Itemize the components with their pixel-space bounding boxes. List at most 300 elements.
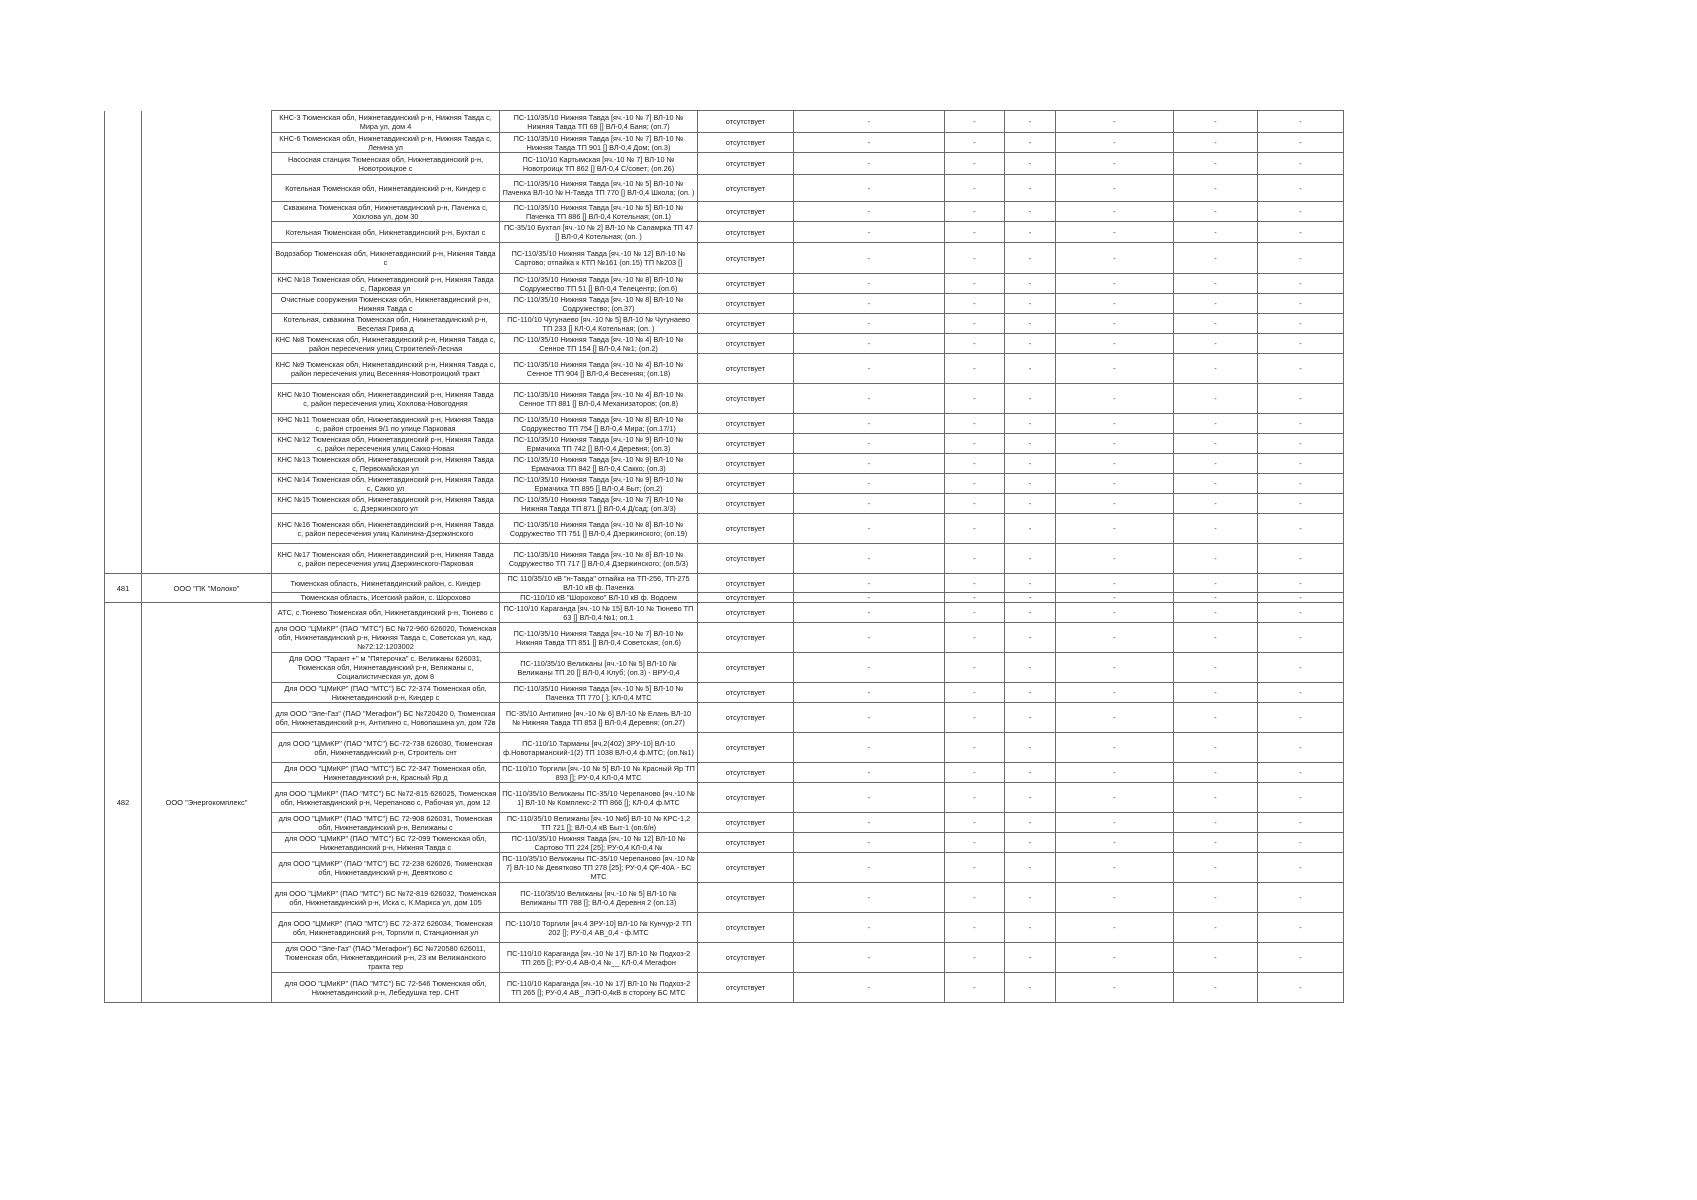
empty-value-cell: - bbox=[945, 603, 1005, 623]
empty-value-cell: - bbox=[1258, 274, 1344, 294]
table-row bbox=[105, 354, 1344, 384]
object-address: КНС №9 Тюменская обл, Нижнетавдинский р-н, Нижняя Тавда с, район пересечения улиц Весенняя-Новотроицкий тракт bbox=[272, 354, 500, 384]
empty-value-cell: - bbox=[945, 202, 1005, 222]
status-cell: отсутствует bbox=[698, 334, 794, 354]
empty-value-cell: - bbox=[1005, 783, 1056, 813]
empty-value-cell: - bbox=[1174, 243, 1258, 274]
table-row bbox=[105, 574, 1344, 593]
object-address: Насосная станция Тюменская обл, Нижнетавдинский р-н, Новотроицкое с bbox=[272, 153, 500, 175]
power-source: ПС-110/35/10 Нижняя Тавда [яч.-10 № 4] ВЛ-10 № Сенное ТП 154 [] ВЛ-0,4 №1; (оп.2) bbox=[500, 334, 698, 354]
empty-value-cell: - bbox=[1005, 943, 1056, 973]
empty-value-cell: - bbox=[794, 763, 945, 783]
empty-value-cell: - bbox=[1258, 733, 1344, 763]
table-row bbox=[105, 783, 1344, 813]
power-source: ПС-110/10 Караганда [яч.-10 № 15] ВЛ-10 № Тюнево ТП 63 [] ВЛ-0,4 №1; оп.1 bbox=[500, 603, 698, 623]
empty-value-cell: - bbox=[1258, 703, 1344, 733]
object-address: КНС №13 Тюменская обл, Нижнетавдинский р-н, Нижняя Тавда с, Первомайская ул bbox=[272, 454, 500, 474]
empty-value-cell: - bbox=[1005, 434, 1056, 454]
empty-value-cell: - bbox=[1056, 111, 1174, 133]
power-source: ПС-110/10 Картымская [яч.-10 № 7] ВЛ-10 № Новотроицк ТП 862 [] ВЛ-0,4 С/совет; (оп.26) bbox=[500, 153, 698, 175]
empty-value-cell: - bbox=[794, 733, 945, 763]
empty-value-cell: - bbox=[945, 474, 1005, 494]
empty-value-cell: - bbox=[1174, 354, 1258, 384]
empty-value-cell: - bbox=[1056, 703, 1174, 733]
empty-value-cell: - bbox=[1174, 111, 1258, 133]
status-cell: отсутствует bbox=[698, 853, 794, 883]
empty-value-cell: - bbox=[1005, 334, 1056, 354]
empty-value-cell: - bbox=[1174, 973, 1258, 1003]
empty-value-cell: - bbox=[1174, 434, 1258, 454]
power-source: ПС-110/35/10 Нижняя Тавда [яч.-10 № 7] ВЛ-10 № Нижняя Тавда ТП 851 [] ВЛ-0,4 Советская; (оп.6) bbox=[500, 623, 698, 653]
empty-value-cell: - bbox=[1005, 833, 1056, 853]
empty-value-cell: - bbox=[1056, 574, 1174, 593]
empty-value-cell: - bbox=[1258, 514, 1344, 544]
status-cell: отсутствует bbox=[698, 111, 794, 133]
empty-value-cell: - bbox=[945, 683, 1005, 703]
empty-value-cell: - bbox=[1005, 294, 1056, 314]
empty-value-cell: - bbox=[794, 883, 945, 913]
power-source: ПС-110/35/10 Нижняя Тавда [яч.-10 № 9] ВЛ-10 № Ермачиха ТП 742 [] ВЛ-0,4 Деревня; (оп.3) bbox=[500, 434, 698, 454]
empty-value-cell: - bbox=[1005, 494, 1056, 514]
object-address: КНС №16 Тюменская обл, Нижнетавдинский р-н, Нижняя Тавда с, район пересечения улиц Калинина-Дзержинского bbox=[272, 514, 500, 544]
empty-value-cell: - bbox=[1005, 454, 1056, 474]
empty-value-cell: - bbox=[794, 175, 945, 202]
empty-value-cell: - bbox=[1174, 813, 1258, 833]
empty-value-cell: - bbox=[1174, 883, 1258, 913]
empty-value-cell: - bbox=[945, 384, 1005, 414]
empty-value-cell: - bbox=[1005, 222, 1056, 243]
empty-value-cell: - bbox=[1005, 763, 1056, 783]
power-source: ПС-110/10 кВ "Шорохово" ВЛ-10 кВ ф. Водоем bbox=[500, 593, 698, 603]
object-address: Тюменская область, Нижнетавдинский район, с. Киндер bbox=[272, 574, 500, 593]
table-row bbox=[105, 833, 1344, 853]
empty-value-cell: - bbox=[1056, 783, 1174, 813]
empty-value-cell: - bbox=[945, 153, 1005, 175]
empty-value-cell: - bbox=[794, 544, 945, 574]
object-address: Для ООО "ЦМиКР" (ПАО "МТС") БС 72-374 Тюменская обл, Нижнетавдинский р-н, Киндер с bbox=[272, 683, 500, 703]
table-row bbox=[105, 813, 1344, 833]
empty-value-cell: - bbox=[794, 474, 945, 494]
empty-value-cell: - bbox=[945, 222, 1005, 243]
table-row bbox=[105, 175, 1344, 202]
power-source: ПС-110/35/10 Нижняя Тавда [яч.-10 № 4] ВЛ-10 № Сенное ТП 881 [] ВЛ-0,4 Механизаторов; (оп.8) bbox=[500, 384, 698, 414]
empty-value-cell: - bbox=[945, 294, 1005, 314]
empty-value-cell: - bbox=[945, 853, 1005, 883]
empty-value-cell: - bbox=[945, 703, 1005, 733]
empty-value-cell: - bbox=[794, 494, 945, 514]
empty-value-cell: - bbox=[1174, 274, 1258, 294]
empty-value-cell: - bbox=[794, 783, 945, 813]
empty-value-cell: - bbox=[1005, 314, 1056, 334]
status-cell: отсутствует bbox=[698, 354, 794, 384]
empty-value-cell: - bbox=[1005, 354, 1056, 384]
power-source: ПС-110/35/10 Нижняя Тавда [яч.-10 № 7] ВЛ-10 № Нижняя Тавда ТП 69 [] ВЛ-0,4 Баня; (оп.7) bbox=[500, 111, 698, 133]
empty-value-cell: - bbox=[1056, 733, 1174, 763]
empty-value-cell: - bbox=[1258, 623, 1344, 653]
empty-value-cell: - bbox=[1056, 514, 1174, 544]
empty-value-cell: - bbox=[1005, 243, 1056, 274]
empty-value-cell: - bbox=[794, 603, 945, 623]
empty-value-cell: - bbox=[1258, 314, 1344, 334]
empty-value-cell: - bbox=[945, 175, 1005, 202]
object-address: КНС-6 Тюменская обл, Нижнетавдинский р-н, Нижняя Тавда с, Ленина ул bbox=[272, 133, 500, 153]
status-cell: отсутствует bbox=[698, 514, 794, 544]
empty-value-cell: - bbox=[1174, 593, 1258, 603]
empty-value-cell: - bbox=[794, 274, 945, 294]
status-cell: отсутствует bbox=[698, 434, 794, 454]
empty-value-cell: - bbox=[1258, 653, 1344, 683]
empty-value-cell: - bbox=[945, 514, 1005, 544]
status-cell: отсутствует bbox=[698, 653, 794, 683]
empty-value-cell: - bbox=[1174, 314, 1258, 334]
empty-value-cell: - bbox=[1258, 813, 1344, 833]
status-cell: отсутствует bbox=[698, 222, 794, 243]
table-row bbox=[105, 153, 1344, 175]
power-source: ПС-110/35/10 Нижняя Тавда [яч.-10 № 8] ВЛ-10 № Содружество; (оп.37) bbox=[500, 294, 698, 314]
power-source: ПС-110/10 Торгили [яч.-10 № 5] ВЛ-10 № Красный Яр ТП 893 []; РУ-0,4 КЛ-0,4 МТС bbox=[500, 763, 698, 783]
power-source: ПС-110/35/10 Велижаны [яч.-10 №6] ВЛ-10 № КРС-1,2 ТП 721 []; ВЛ-0,4 кВ Быт-1 (оп.6/н) bbox=[500, 813, 698, 833]
empty-value-cell: - bbox=[794, 334, 945, 354]
table-row bbox=[105, 434, 1344, 454]
empty-value-cell: - bbox=[945, 973, 1005, 1003]
object-address: КНС №11 Тюменская обл, Нижнетавдинский р-н, Нижняя Тавда с, район строения 9/1 по улице Парковая bbox=[272, 414, 500, 434]
status-cell: отсутствует bbox=[698, 833, 794, 853]
status-cell: отсутствует bbox=[698, 494, 794, 514]
empty-value-cell: - bbox=[1174, 783, 1258, 813]
power-source: ПС-110/35/10 Нижняя Тавда [яч.-10 № 8] ВЛ-10 № Содружество ТП 717 [] ВЛ-0,4 Дзержинского; (оп.5/3) bbox=[500, 544, 698, 574]
empty-value-cell: - bbox=[794, 202, 945, 222]
status-cell: отсутствует bbox=[698, 202, 794, 222]
empty-value-cell: - bbox=[945, 813, 1005, 833]
empty-value-cell: - bbox=[1174, 414, 1258, 434]
empty-value-cell: - bbox=[1056, 202, 1174, 222]
power-source: ПС-110/10 Чугунаево [яч.-10 № 5] ВЛ-10 № Чугунаево ТП 233 [] КЛ-0,4 Котельная; (оп. ) bbox=[500, 314, 698, 334]
empty-value-cell: - bbox=[1258, 603, 1344, 623]
empty-value-cell: - bbox=[1056, 133, 1174, 153]
empty-value-cell: - bbox=[794, 833, 945, 853]
status-cell: отсутствует bbox=[698, 603, 794, 623]
empty-value-cell: - bbox=[1056, 222, 1174, 243]
object-address: АТС, с.Тюнево Тюменская обл, Нижнетавдинский р-н, Тюнево с bbox=[272, 603, 500, 623]
power-source: ПС-110/10 Тарманы [яч.2(402) ЗРУ-10] ВЛ-10 ф.Новотарманский-1(2) ТП 1038 ВЛ-0,4 ф.МТС; (оп.№1) bbox=[500, 733, 698, 763]
empty-value-cell: - bbox=[1056, 943, 1174, 973]
empty-value-cell: - bbox=[1174, 913, 1258, 943]
empty-value-cell: - bbox=[1005, 133, 1056, 153]
empty-value-cell: - bbox=[1174, 603, 1258, 623]
table-row bbox=[105, 973, 1344, 1003]
object-address: Котельная, скважина Тюменская обл, Нижнетавдинский р-н, Веселая Грива д bbox=[272, 314, 500, 334]
table-row bbox=[105, 474, 1344, 494]
empty-value-cell: - bbox=[1174, 222, 1258, 243]
empty-value-cell: - bbox=[794, 222, 945, 243]
status-cell: отсутствует bbox=[698, 783, 794, 813]
object-address: КНС-3 Тюменская обл, Нижнетавдинский р-н, Нижняя Тавда с, Мира ул, дом 4 bbox=[272, 111, 500, 133]
empty-value-cell: - bbox=[1174, 202, 1258, 222]
table-row bbox=[105, 494, 1344, 514]
empty-value-cell: - bbox=[945, 943, 1005, 973]
empty-value-cell: - bbox=[1174, 474, 1258, 494]
status-cell: отсутствует bbox=[698, 474, 794, 494]
empty-value-cell: - bbox=[1005, 853, 1056, 883]
empty-value-cell: - bbox=[1258, 202, 1344, 222]
status-cell: отсутствует bbox=[698, 973, 794, 1003]
empty-value-cell: - bbox=[1258, 683, 1344, 703]
object-address: для ООО "ЦМиКР" (ПАО "МТС") БС №72-960 626020, Тюменская обл, Нижнетавдинский р-н, Нижняя Тавда с, Советская ул, кад.№72:12:1203002 bbox=[272, 623, 500, 653]
table-row bbox=[105, 334, 1344, 354]
empty-value-cell: - bbox=[945, 653, 1005, 683]
empty-value-cell: - bbox=[945, 833, 1005, 853]
object-address: для ООО "ЦМиКР" (ПАО "МТС") БС №72-819 626032, Тюменская обл, Нижнетавдинский р-н, Иска с, К.Маркса ул, дом 105 bbox=[272, 883, 500, 913]
empty-value-cell: - bbox=[1056, 294, 1174, 314]
status-cell: отсутствует bbox=[698, 454, 794, 474]
empty-value-cell: - bbox=[1174, 574, 1258, 593]
empty-value-cell: - bbox=[1056, 623, 1174, 653]
status-cell: отсутствует bbox=[698, 243, 794, 274]
empty-value-cell: - bbox=[945, 913, 1005, 943]
empty-value-cell: - bbox=[794, 943, 945, 973]
object-address: КНС №15 Тюменская обл, Нижнетавдинский р-н, Нижняя Тавда с, Дзержинского ул bbox=[272, 494, 500, 514]
empty-value-cell: - bbox=[794, 243, 945, 274]
power-source: ПС-110/35/10 Велижаны [яч.-10 № 5] ВЛ-10 № Велижаны ТП 20 [] ВЛ-0,4 Клуб; (оп.3) - ВРУ-0,4 bbox=[500, 653, 698, 683]
power-source: ПС-35/10 Бухтал [яч.-10 № 2] ВЛ-10 № Саламрка ТП 47 [] ВЛ-0,4 Котельная; (оп. ) bbox=[500, 222, 698, 243]
power-source: ПС-110/35/10 Нижняя Тавда [яч.-10 № 12] ВЛ-10 № Сартово ТП 224 [25]; РУ-0,4 КЛ-0,4 № bbox=[500, 833, 698, 853]
power-source: ПС-110/35/10 Нижняя Тавда [яч.-10 № 9] ВЛ-10 № Ермачиха ТП 842 [] ВЛ-0,4 Сакко; (оп.3) bbox=[500, 454, 698, 474]
status-cell: отсутствует bbox=[698, 384, 794, 414]
object-address: для ООО "ЦМиКР" (ПАО "МТС") БС-72-738 626030, Тюменская обл, Нижнетавдинский р-н, Строитель снт bbox=[272, 733, 500, 763]
empty-value-cell: - bbox=[1056, 334, 1174, 354]
object-address: для ООО "Эле-Газ" (ПАО "Мегафон") БС №720580 626011, Тюменская обл, Нижнетавдинский р-н, 23 км Велижанского тракта тер bbox=[272, 943, 500, 973]
empty-value-cell: - bbox=[1056, 683, 1174, 703]
object-address: КНС №10 Тюменская обл, Нижнетавдинский р-н, Нижняя Тавда с, район пересечения улиц Хохлова-Новогодняя bbox=[272, 384, 500, 414]
empty-value-cell: - bbox=[794, 153, 945, 175]
empty-value-cell: - bbox=[1056, 384, 1174, 414]
empty-value-cell: - bbox=[1258, 593, 1344, 603]
empty-value-cell: - bbox=[1258, 334, 1344, 354]
status-cell: отсутствует bbox=[698, 414, 794, 434]
empty-value-cell: - bbox=[1056, 474, 1174, 494]
row-number: 482 bbox=[105, 603, 142, 1003]
power-source: ПС-110/35/10 Нижняя Тавда [яч.-10 № 5] ВЛ-10 № Паченка ВЛ-10 № Н-Тавда ТП 770 [] ВЛ-0,4 Школа; (оп. ) bbox=[500, 175, 698, 202]
empty-value-cell: - bbox=[794, 294, 945, 314]
empty-value-cell: - bbox=[1258, 973, 1344, 1003]
row-number: 481 bbox=[105, 574, 142, 603]
empty-value-cell: - bbox=[1056, 763, 1174, 783]
empty-value-cell: - bbox=[794, 593, 945, 603]
empty-value-cell: - bbox=[1005, 153, 1056, 175]
empty-value-cell: - bbox=[945, 243, 1005, 274]
object-address: для ООО "ЦМиКР" (ПАО "МТС") БС 72-546 Тюменская обл, Нижнетавдинский р-н, Лебедушка тер. СНТ bbox=[272, 973, 500, 1003]
status-cell: отсутствует bbox=[698, 943, 794, 973]
power-source: ПС 110/35/10 кВ "н-Тавда" отпайка на ТП-256, ТП-275 ВЛ-10 кВ ф. Паченка bbox=[500, 574, 698, 593]
empty-value-cell: - bbox=[1174, 133, 1258, 153]
object-address: для ООО "Эле-Газ" (ПАО "Мегафон") БС №720420 0, Тюменская обл, Нижнетавдинский р-н, Антипино с, Новопашина ул, дом 72в bbox=[272, 703, 500, 733]
empty-value-cell: - bbox=[1174, 294, 1258, 314]
empty-value-cell: - bbox=[1258, 763, 1344, 783]
object-address: КНС №12 Тюменская обл, Нижнетавдинский р-н, Нижняя Тавда с, район пересечения улиц Сакко-Новая bbox=[272, 434, 500, 454]
empty-value-cell: - bbox=[1005, 683, 1056, 703]
empty-value-cell: - bbox=[1056, 913, 1174, 943]
empty-value-cell: - bbox=[1258, 454, 1344, 474]
empty-value-cell: - bbox=[1258, 783, 1344, 813]
empty-value-cell: - bbox=[1174, 833, 1258, 853]
table-row bbox=[105, 514, 1344, 544]
empty-value-cell: - bbox=[1056, 494, 1174, 514]
empty-value-cell: - bbox=[794, 514, 945, 544]
object-address: Водозабор Тюменская обл, Нижнетавдинский р-н, Нижняя Тавда с bbox=[272, 243, 500, 274]
empty-value-cell: - bbox=[945, 763, 1005, 783]
status-cell: отсутствует bbox=[698, 763, 794, 783]
empty-value-cell: - bbox=[1056, 314, 1174, 334]
power-source: ПС-110/35/10 Нижняя Тавда [яч.-10 № 8] ВЛ-10 № Содружество ТП 51 [] ВЛ-0,4 Телецентр; (оп.6) bbox=[500, 274, 698, 294]
empty-value-cell: - bbox=[945, 133, 1005, 153]
status-cell: отсутствует bbox=[698, 133, 794, 153]
empty-value-cell: - bbox=[794, 354, 945, 384]
empty-value-cell: - bbox=[1005, 202, 1056, 222]
empty-value-cell: - bbox=[1005, 973, 1056, 1003]
status-cell: отсутствует bbox=[698, 593, 794, 603]
empty-value-cell: - bbox=[1174, 703, 1258, 733]
empty-value-cell: - bbox=[945, 883, 1005, 913]
empty-value-cell: - bbox=[1258, 175, 1344, 202]
empty-value-cell: - bbox=[1056, 274, 1174, 294]
empty-value-cell: - bbox=[1005, 703, 1056, 733]
object-address: для ООО "ЦМиКР" (ПАО "МТС") БС 72-238 626026, Тюменская обл, Нижнетавдинский р-н, Девятково с bbox=[272, 853, 500, 883]
empty-value-cell: - bbox=[945, 354, 1005, 384]
empty-value-cell: - bbox=[945, 334, 1005, 354]
table-row bbox=[105, 623, 1344, 653]
empty-value-cell: - bbox=[1174, 334, 1258, 354]
empty-value-cell: - bbox=[945, 623, 1005, 653]
consumers-table bbox=[104, 110, 1344, 1003]
empty-value-cell: - bbox=[794, 853, 945, 883]
empty-value-cell: - bbox=[1174, 653, 1258, 683]
empty-value-cell: - bbox=[1005, 913, 1056, 943]
empty-value-cell: - bbox=[1258, 544, 1344, 574]
object-address: Котельная Тюменская обл, Нижнетавдинский р-н, Киндер с bbox=[272, 175, 500, 202]
empty-value-cell: - bbox=[1258, 474, 1344, 494]
empty-value-cell: - bbox=[1258, 354, 1344, 384]
table-row bbox=[105, 133, 1344, 153]
empty-value-cell: - bbox=[1258, 853, 1344, 883]
empty-value-cell: - bbox=[1258, 384, 1344, 414]
object-address: Для ООО "Тарант +" м "Пятерочка" с. Велижаны 626031, Тюменская обл, Нижнетавдинский р-н, Велижаны с, Социалистическая ул, дом 8 bbox=[272, 653, 500, 683]
table-row bbox=[105, 913, 1344, 943]
empty-value-cell: - bbox=[1174, 514, 1258, 544]
status-cell: отсутствует bbox=[698, 274, 794, 294]
object-address: Для ООО "ЦМиКР" (ПАО "МТС") БС 72-372 626034, Тюменская обл, Нижнетавдинский р-н, Торгили п, Станционная ул bbox=[272, 913, 500, 943]
table-row bbox=[105, 222, 1344, 243]
empty-value-cell: - bbox=[1174, 733, 1258, 763]
organization-name: ООО "Энергокомплекс" bbox=[142, 603, 272, 1003]
empty-value-cell: - bbox=[945, 111, 1005, 133]
object-address: КНС №14 Тюменская обл, Нижнетавдинский р-н, Нижняя Тавда с, Сакко ул bbox=[272, 474, 500, 494]
empty-value-cell: - bbox=[1174, 683, 1258, 703]
table-row bbox=[105, 943, 1344, 973]
object-address: для ООО "ЦМиКР" (ПАО "МТС") БС 72-099 Тюменская обл, Нижнетавдинский р-н, Нижняя Тавда с bbox=[272, 833, 500, 853]
status-cell: отсутствует bbox=[698, 544, 794, 574]
table-row bbox=[105, 314, 1344, 334]
empty-value-cell: - bbox=[1056, 603, 1174, 623]
empty-value-cell: - bbox=[945, 434, 1005, 454]
organization-name: ООО "ПК "Молоко" bbox=[142, 574, 272, 603]
table-row bbox=[105, 653, 1344, 683]
empty-value-cell: - bbox=[1258, 153, 1344, 175]
table-row bbox=[105, 683, 1344, 703]
empty-value-cell: - bbox=[1005, 514, 1056, 544]
table-row bbox=[105, 763, 1344, 783]
empty-value-cell: - bbox=[1056, 414, 1174, 434]
empty-value-cell: - bbox=[1005, 574, 1056, 593]
table-row bbox=[105, 202, 1344, 222]
empty-value-cell: - bbox=[1258, 414, 1344, 434]
empty-value-cell: - bbox=[794, 111, 945, 133]
power-source: ПС-110/10 Караганда [яч.-10 № 17] ВЛ-10 № Подхоз-2 ТП 265 []; РУ-0,4 АВ-0,4 №__ КЛ-0,4 Мегафон bbox=[500, 943, 698, 973]
empty-value-cell: - bbox=[1056, 593, 1174, 603]
empty-value-cell: - bbox=[1174, 454, 1258, 474]
empty-value-cell: - bbox=[1056, 813, 1174, 833]
object-address: Скважина Тюменская обл, Нижнетавдинский р-н, Паченка с, Хохлова ул, дом 30 bbox=[272, 202, 500, 222]
empty-value-cell: - bbox=[1174, 544, 1258, 574]
status-cell: отсутствует bbox=[698, 683, 794, 703]
empty-value-cell: - bbox=[794, 813, 945, 833]
empty-value-cell: - bbox=[1258, 833, 1344, 853]
empty-value-cell: - bbox=[1005, 175, 1056, 202]
object-address: КНС №8 Тюменская обл, Нижнетавдинский р-н, Нижняя Тавда с, район пересечения улиц Строителей-Лесная bbox=[272, 334, 500, 354]
table-row bbox=[105, 593, 1344, 603]
object-address: для ООО "ЦМиКР" (ПАО "МТС") БС 72-908 626031, Тюменская обл, Нижнетавдинский р-н, Велижаны с bbox=[272, 813, 500, 833]
table-row bbox=[105, 243, 1344, 274]
organization-name bbox=[142, 111, 272, 574]
empty-value-cell: - bbox=[1056, 653, 1174, 683]
empty-value-cell: - bbox=[1258, 222, 1344, 243]
empty-value-cell: - bbox=[945, 574, 1005, 593]
empty-value-cell: - bbox=[1005, 603, 1056, 623]
empty-value-cell: - bbox=[1174, 853, 1258, 883]
empty-value-cell: - bbox=[1005, 384, 1056, 414]
status-cell: отсутствует bbox=[698, 314, 794, 334]
empty-value-cell: - bbox=[794, 683, 945, 703]
power-source: ПС-110/35/10 Велижаны [яч.-10 № 5] ВЛ-10 № Велижаны ТП 788 []; ВЛ-0,4 Деревня 2 (оп.13) bbox=[500, 883, 698, 913]
power-source: ПС-110/35/10 Нижняя Тавда [яч.-10 № 8] ВЛ-10 № Содружество ТП 754 [] ВЛ-0,4 Мира; (оп.17/1) bbox=[500, 414, 698, 434]
empty-value-cell: - bbox=[1005, 813, 1056, 833]
table-row bbox=[105, 544, 1344, 574]
empty-value-cell: - bbox=[1258, 943, 1344, 973]
empty-value-cell: - bbox=[1005, 111, 1056, 133]
empty-value-cell: - bbox=[794, 454, 945, 474]
status-cell: отсутствует bbox=[698, 294, 794, 314]
power-source: ПС-110/35/10 Велижаны ПС-35/10 Черепаново [яч.-10 № 1] ВЛ-10 № Комплекс-2 ТП 866 []; КЛ-0,4 ф.МТС bbox=[500, 783, 698, 813]
empty-value-cell: - bbox=[1056, 853, 1174, 883]
empty-value-cell: - bbox=[1056, 544, 1174, 574]
empty-value-cell: - bbox=[1056, 454, 1174, 474]
object-address: для ООО "ЦМиКР" (ПАО "МТС") БС №72-815 626025, Тюменская обл, Нижнетавдинский р-н, Черепаново с, Рабочая ул, дом 12 bbox=[272, 783, 500, 813]
empty-value-cell: - bbox=[945, 544, 1005, 574]
empty-value-cell: - bbox=[945, 494, 1005, 514]
empty-value-cell: - bbox=[945, 414, 1005, 434]
status-cell: отсутствует bbox=[698, 913, 794, 943]
power-source: ПС-110/10 Караганда [яч.-10 № 17] ВЛ-10 № Подхоз-2 ТП 265 []; РУ-0,4 АВ_ ЛЭП-0,4кВ в сторону БС МТС bbox=[500, 973, 698, 1003]
empty-value-cell: - bbox=[1005, 623, 1056, 653]
empty-value-cell: - bbox=[1005, 653, 1056, 683]
empty-value-cell: - bbox=[1056, 973, 1174, 1003]
status-cell: отсутствует bbox=[698, 703, 794, 733]
object-address: Котельная Тюменская обл, Нижнетавдинский р-н, Бухтал с bbox=[272, 222, 500, 243]
empty-value-cell: - bbox=[794, 703, 945, 733]
empty-value-cell: - bbox=[1174, 384, 1258, 414]
empty-value-cell: - bbox=[1174, 943, 1258, 973]
empty-value-cell: - bbox=[794, 133, 945, 153]
power-source: ПС-110/35/10 Нижняя Тавда [яч.-10 № 4] ВЛ-10 № Сенное ТП 904 [] ВЛ-0,4 Весенняя; (оп.18) bbox=[500, 354, 698, 384]
